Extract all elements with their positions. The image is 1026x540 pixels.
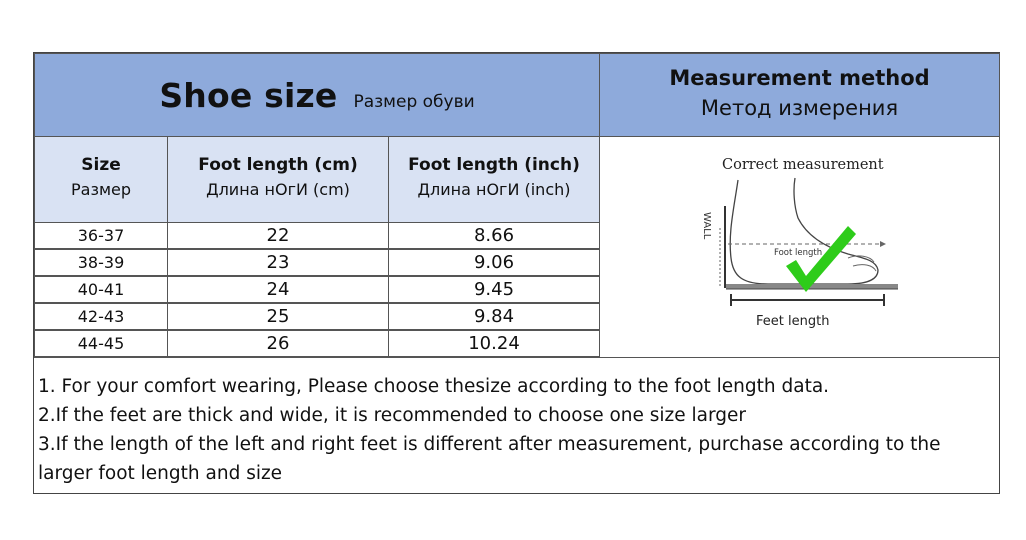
cm-cell: 24 [167,276,389,303]
note-2: 2.If the feet are thick and wide, it is recommended to choose one size larger [38,405,747,426]
arrow-label: Foot length [774,248,823,258]
arrow-head-icon [880,241,886,247]
illustration-caption: Correct measurement [722,157,884,173]
cm-cell: 23 [167,249,389,276]
column-header-size [34,136,168,223]
notes-section [34,357,1000,494]
size-cell: 42-43 [34,303,168,330]
inch-cell: 10.24 [388,330,600,357]
size-cell: 38-39 [34,249,168,276]
size-cell: 44-45 [34,330,168,357]
column-header-cm-ru: Длина нОгИ (cm) [206,180,350,199]
foot-measurement-illustration [698,148,904,340]
size-cell: 40-41 [34,276,168,303]
size-cell: 36-37 [34,222,168,249]
table-row [34,222,600,249]
inch-cell: 9.06 [388,249,600,276]
note-3: 3.If the length of the left and right feet is different after measurement, purchase according to the larger foot length and size [38,434,941,484]
measurement-method-title-ru: Метод измерения [700,96,899,120]
column-header-size-ru: Размер [70,180,132,199]
column-header-inch [388,136,600,223]
wall-label: WALL [701,212,712,240]
note-1: 1. For your comfort wearing, Please choose thesize according to the foot length data. [38,376,830,397]
table-row [34,303,600,330]
table-row [34,330,600,357]
bottom-label: Feet length [756,314,830,329]
column-header-inch-en: Foot length (inch) [408,155,580,175]
inch-cell: 8.66 [388,222,600,249]
shoe-size-title-ru: Размер обуви [353,92,475,112]
column-header-size-en: Size [81,155,121,175]
measurement-method-header [599,53,1000,137]
leg-outline [730,178,878,284]
table-row [34,276,600,303]
shoe-size-title: Shoe size [159,76,338,115]
table-row [34,249,600,276]
inch-cell: 9.45 [388,276,600,303]
column-header-inch-ru: Длина нОгИ (inch) [417,180,571,199]
cm-cell: 26 [167,330,389,357]
cm-cell: 22 [167,222,389,249]
column-header-cm-en: Foot length (cm) [198,155,358,175]
measurement-method-title: Measurement method [669,66,930,90]
cm-cell: 25 [167,303,389,330]
column-header-cm [167,136,389,223]
shoe-size-header [34,53,600,137]
check-icon [786,226,856,292]
inch-cell: 9.84 [388,303,600,330]
